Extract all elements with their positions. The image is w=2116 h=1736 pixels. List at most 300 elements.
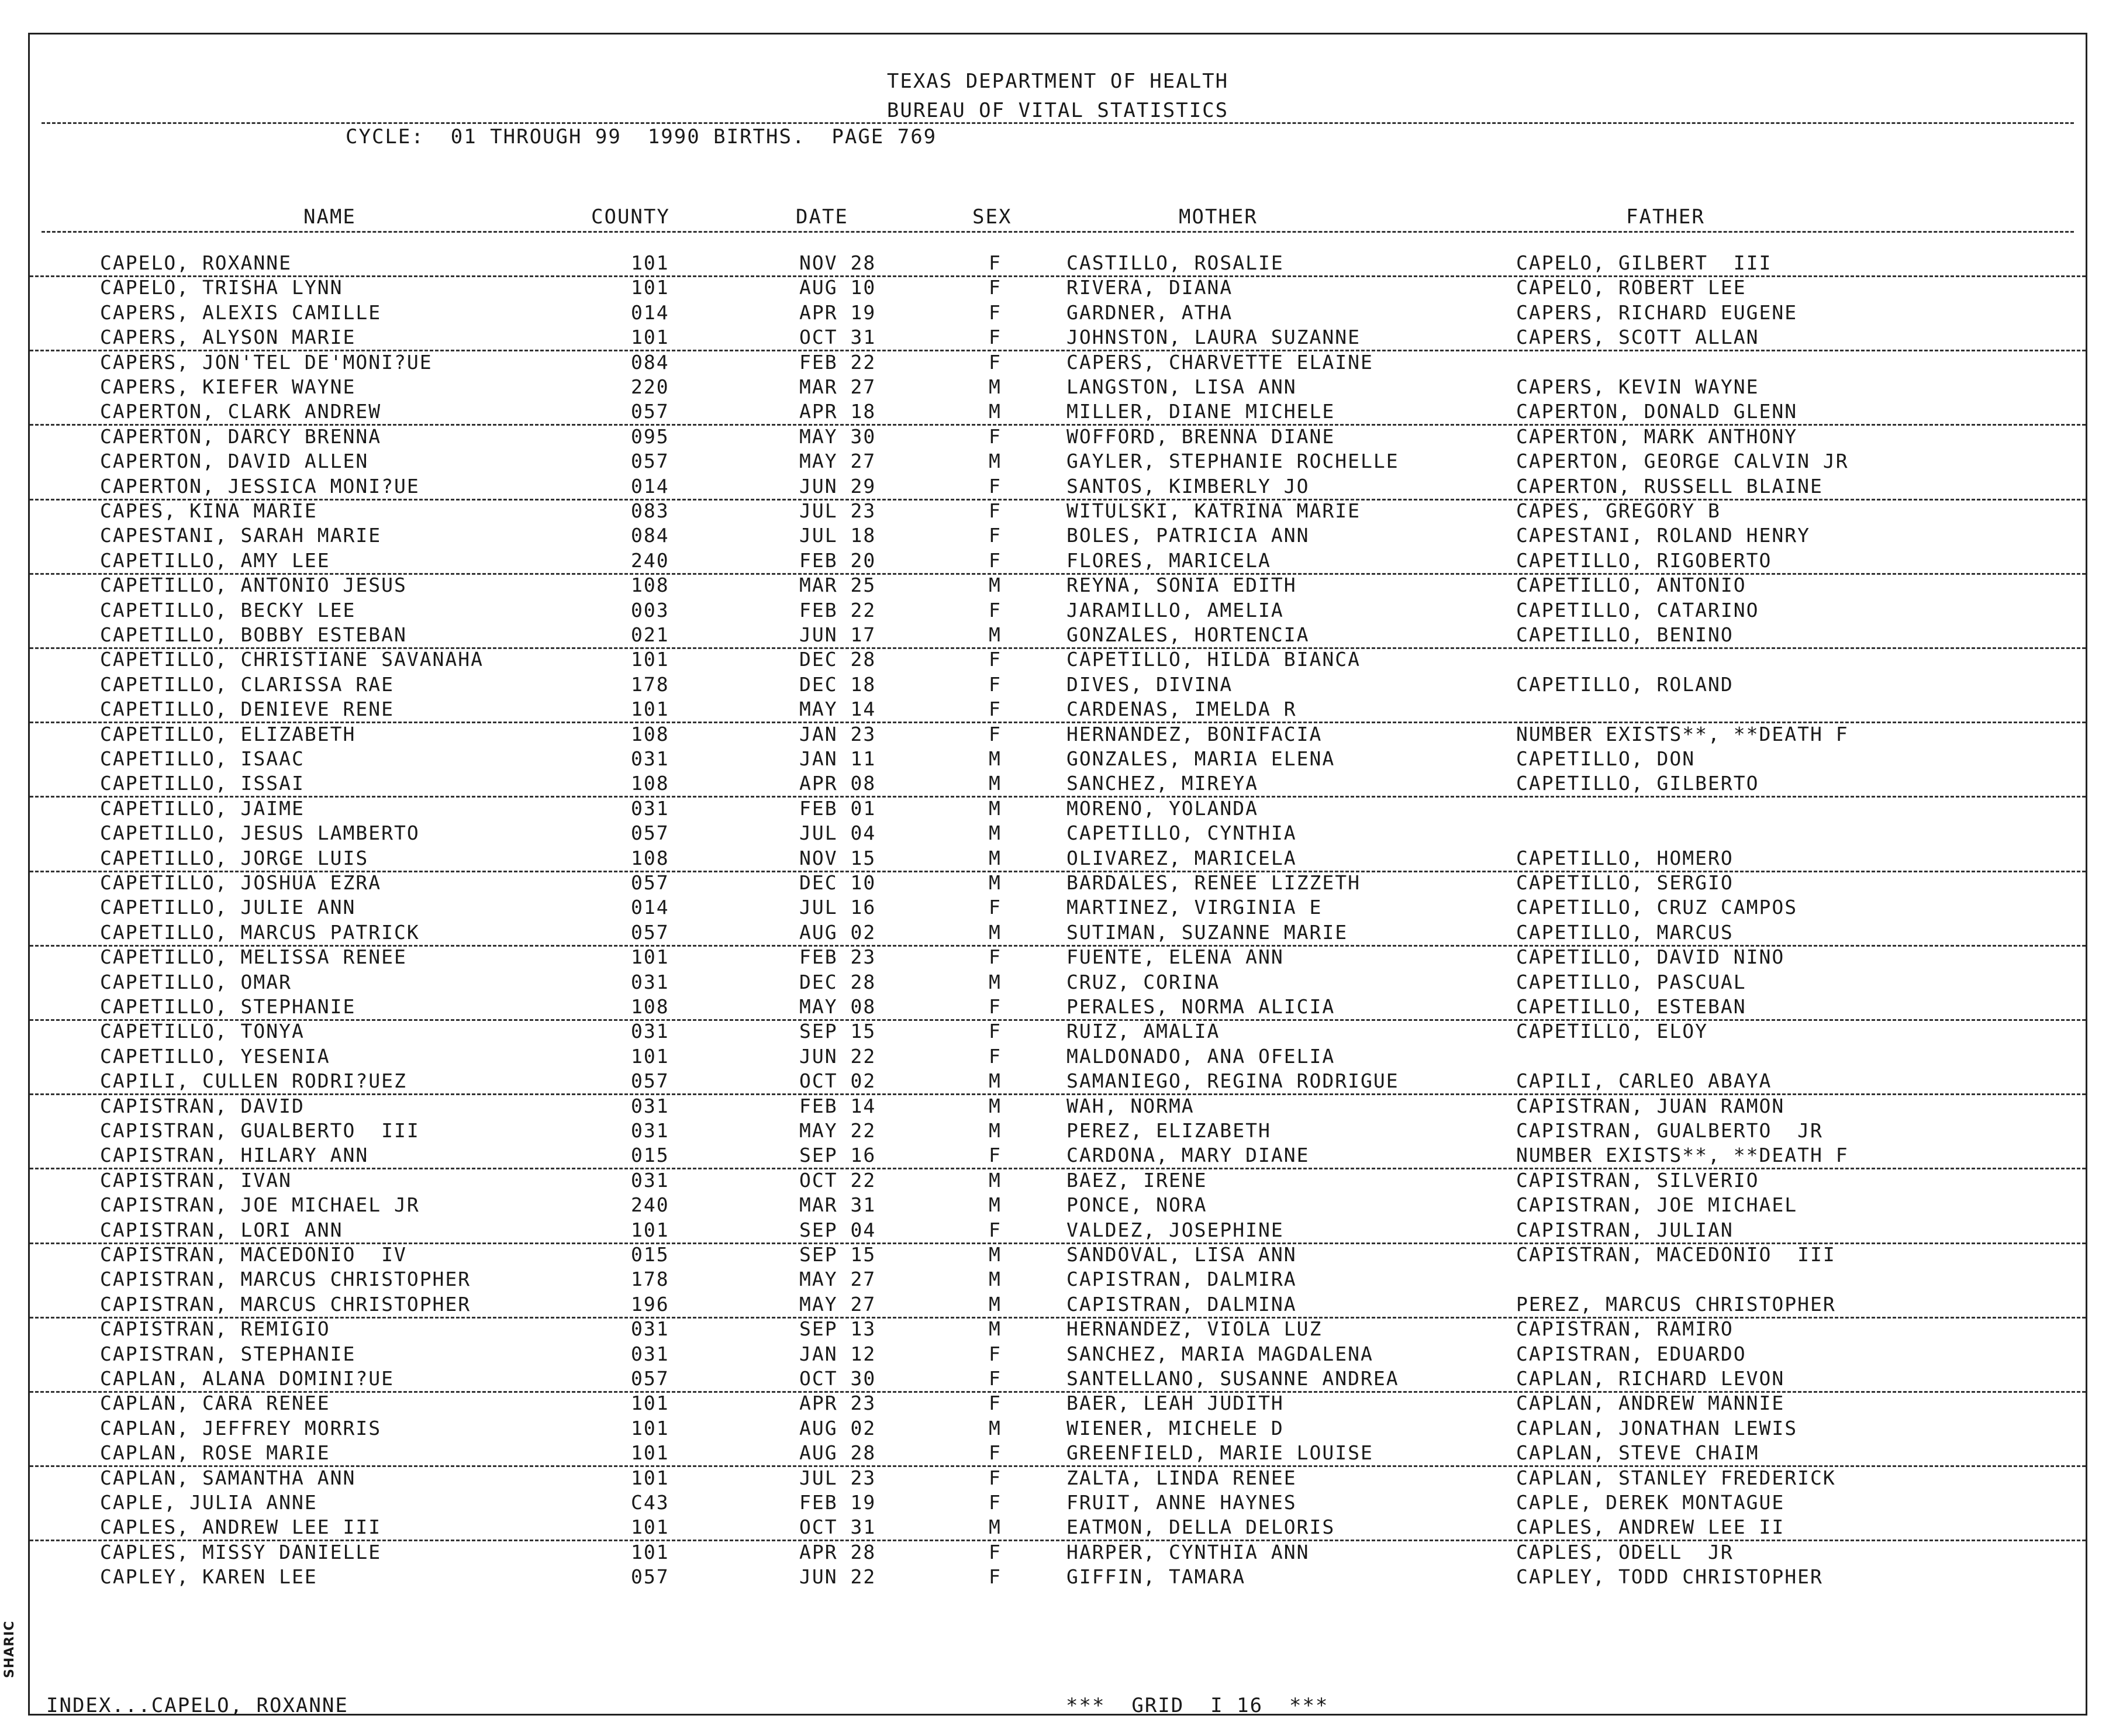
- row-county: 101: [631, 326, 669, 349]
- row-sex: M: [989, 1292, 1002, 1316]
- row-date: JUL 18: [799, 524, 876, 547]
- row-county: 031: [631, 1094, 669, 1117]
- row-father: CAPISTRAN, EDUARDO: [1516, 1342, 1746, 1365]
- row-mother: WIENER, MICHELE D: [1066, 1416, 1284, 1440]
- row-date: DEC 28: [799, 970, 876, 993]
- row-county: 031: [631, 1168, 669, 1192]
- side-stamp: SHARIC: [2, 1620, 17, 1678]
- row-county: 057: [631, 871, 669, 894]
- row-date: NOV 28: [799, 251, 876, 274]
- row-sex: F: [989, 896, 1002, 919]
- row-date: FEB 19: [799, 1491, 876, 1514]
- table-row: [30, 920, 2086, 947]
- row-date: DEC 10: [799, 871, 876, 894]
- row-county: 108: [631, 574, 669, 597]
- row-date: APR 19: [799, 301, 876, 324]
- row-sex: F: [989, 301, 1002, 324]
- row-date: DEC 28: [799, 648, 876, 671]
- row-date: AUG 10: [799, 276, 876, 299]
- row-father: CAPELO, ROBERT LEE: [1516, 276, 1746, 299]
- row-name: CAPERTON, JESSICA MONI?UE: [100, 474, 420, 498]
- row-sex: M: [989, 970, 1002, 993]
- row-county: 031: [631, 796, 669, 820]
- row-father: CAPETILLO, ANTONIO: [1516, 574, 1746, 597]
- row-date: MAY 27: [799, 1292, 876, 1316]
- row-sex: F: [989, 945, 1002, 969]
- row-county: 031: [631, 1342, 669, 1365]
- row-date: SEP 04: [799, 1218, 876, 1241]
- row-date: NOV 15: [799, 846, 876, 869]
- row-father: CAPETILLO, MARCUS: [1516, 920, 1734, 944]
- row-name: CAPERS, ALEXIS CAMILLE: [100, 301, 382, 324]
- row-mother: HERNANDEZ, BONIFACIA: [1066, 722, 1323, 746]
- row-sex: F: [989, 524, 1002, 547]
- table-row: [30, 1218, 2086, 1244]
- row-county: 101: [631, 276, 669, 299]
- row-father: CAPES, GREGORY B: [1516, 499, 1721, 522]
- table-row: [30, 970, 2086, 995]
- row-date: JUN 22: [799, 1044, 876, 1068]
- row-sex: F: [989, 1392, 1002, 1415]
- row-mother: GONZALES, HORTENCIA: [1066, 623, 1310, 646]
- table-row: [30, 1267, 2086, 1292]
- row-father: CAPETILLO, CRUZ CAMPOS: [1516, 896, 1798, 919]
- row-county: 101: [631, 648, 669, 671]
- row-sex: F: [989, 648, 1002, 671]
- row-county: 108: [631, 772, 669, 795]
- row-name: CAPLAN, ALANA DOMINI?UE: [100, 1367, 394, 1390]
- row-date: JUL 04: [799, 822, 876, 845]
- row-father: CAPETILLO, ROLAND: [1516, 672, 1734, 696]
- header-divider: [42, 122, 2074, 124]
- row-mother: CAPERS, CHARVETTE ELAINE: [1066, 350, 1373, 374]
- row-sex: M: [989, 846, 1002, 869]
- row-sex: F: [989, 474, 1002, 498]
- table-row: [30, 1143, 2086, 1169]
- table-row: [30, 1540, 2086, 1565]
- row-mother: CAPETILLO, HILDA BIANCA: [1066, 648, 1361, 671]
- row-name: CAPETILLO, CHRISTIANE SAVANAHA: [100, 648, 484, 671]
- row-date: MAY 27: [799, 450, 876, 473]
- table-row: [30, 1168, 2086, 1193]
- grid-footer: *** GRID I 16 ***: [1066, 1694, 1329, 1717]
- table-row: [30, 945, 2086, 969]
- row-sex: M: [989, 1193, 1002, 1217]
- row-father: NUMBER EXISTS**, **DEATH F: [1516, 722, 1849, 746]
- column-header-father: FATHER: [1626, 205, 1705, 229]
- row-name: CAPETILLO, BOBBY ESTEBAN: [100, 623, 407, 646]
- row-sex: M: [989, 1168, 1002, 1192]
- row-father: CAPISTRAN, SILVERIO: [1516, 1168, 1759, 1192]
- row-father: CAPERS, SCOTT ALLAN: [1516, 326, 1759, 349]
- row-mother: GIFFIN, TAMARA: [1066, 1565, 1246, 1589]
- row-sex: F: [989, 598, 1002, 622]
- row-sex: F: [989, 1491, 1002, 1514]
- row-sex: F: [989, 1565, 1002, 1589]
- record-page-frame: [28, 33, 2087, 1716]
- row-sex: M: [989, 623, 1002, 646]
- row-mother: FUENTE, ELENA ANN: [1066, 945, 1284, 969]
- row-date: JUN 17: [799, 623, 876, 646]
- row-father: NUMBER EXISTS**, **DEATH F: [1516, 1144, 1849, 1167]
- row-name: CAPISTRAN, MARCUS CHRISTOPHER: [100, 1292, 471, 1316]
- row-name: CAPILI, CULLEN RODRI?UEZ: [100, 1069, 407, 1093]
- row-date: DEC 18: [799, 672, 876, 696]
- row-sex: M: [989, 1243, 1002, 1266]
- row-mother: PEREZ, ELIZABETH: [1066, 1119, 1271, 1142]
- row-mother: SANTELLANO, SUSANNE ANDREA: [1066, 1367, 1399, 1390]
- row-name: CAPETILLO, YESENIA: [100, 1044, 330, 1068]
- row-date: APR 08: [799, 772, 876, 795]
- row-father: CAPETILLO, BENINO: [1516, 623, 1734, 646]
- row-sex: F: [989, 1020, 1002, 1043]
- row-county: 003: [631, 598, 669, 622]
- row-date: AUG 02: [799, 1416, 876, 1440]
- row-sex: M: [989, 1416, 1002, 1440]
- row-county: 108: [631, 846, 669, 869]
- row-mother: CARDONA, MARY DIANE: [1066, 1144, 1310, 1167]
- row-father: CAPESTANI, ROLAND HENRY: [1516, 524, 1810, 547]
- row-name: CAPISTRAN, MARCUS CHRISTOPHER: [100, 1268, 471, 1291]
- row-date: AUG 02: [799, 920, 876, 944]
- row-county: 220: [631, 375, 669, 398]
- row-mother: SANDOVAL, LISA ANN: [1066, 1243, 1297, 1266]
- row-mother: GONZALES, MARIA ELENA: [1066, 747, 1335, 770]
- row-name: CAPERTON, DARCY BRENNA: [100, 424, 382, 448]
- row-name: CAPLE, JULIA ANNE: [100, 1491, 317, 1514]
- row-date: FEB 22: [799, 350, 876, 374]
- row-county: 031: [631, 1119, 669, 1142]
- agency-title: TEXAS DEPARTMENT OF HEALTH: [886, 70, 1229, 93]
- row-county: 101: [631, 1466, 669, 1489]
- row-sex: F: [989, 698, 1002, 721]
- table-row: [30, 1193, 2086, 1217]
- row-county: 021: [631, 623, 669, 646]
- row-county: 240: [631, 1193, 669, 1217]
- row-mother: SANCHEZ, MARIA MAGDALENA: [1066, 1342, 1373, 1365]
- row-father: CAPLAN, ANDREW MANNIE: [1516, 1392, 1785, 1415]
- row-name: CAPISTRAN, MACEDONIO IV: [100, 1243, 407, 1266]
- row-father: CAPLAN, JONATHAN LEWIS: [1516, 1416, 1798, 1440]
- table-row: [30, 871, 2086, 895]
- row-date: APR 28: [799, 1540, 876, 1564]
- table-row: [30, 375, 2086, 399]
- row-father: CAPELO, GILBERT III: [1516, 251, 1772, 274]
- row-mother: SANTOS, KIMBERLY JO: [1066, 474, 1310, 498]
- row-sex: F: [989, 1441, 1002, 1465]
- row-father: CAPLES, ANDREW LEE II: [1516, 1516, 1785, 1539]
- row-county: 057: [631, 1069, 669, 1093]
- table-row: [30, 548, 2086, 575]
- index-footer: INDEX...CAPELO, ROXANNE: [46, 1694, 348, 1717]
- row-name: CAPLES, MISSY DANIELLE: [100, 1540, 382, 1564]
- row-name: CAPELO, ROXANNE: [100, 251, 292, 274]
- row-father: CAPETILLO, CATARINO: [1516, 598, 1759, 622]
- row-date: FEB 14: [799, 1094, 876, 1117]
- row-county: 057: [631, 450, 669, 473]
- table-row: [30, 647, 2086, 672]
- column-header-date: DATE: [796, 205, 848, 229]
- table-row: [30, 821, 2086, 845]
- row-sex: F: [989, 350, 1002, 374]
- table-row: [30, 523, 2086, 548]
- row-name: CAPETILLO, JULIE ANN: [100, 896, 356, 919]
- row-county: 101: [631, 1441, 669, 1465]
- row-name: CAPETILLO, JOSHUA EZRA: [100, 871, 382, 894]
- row-mother: WOFFORD, BRENNA DIANE: [1066, 424, 1335, 448]
- row-mother: BOLES, PATRICIA ANN: [1066, 524, 1310, 547]
- row-date: FEB 22: [799, 598, 876, 622]
- row-mother: HERNANDEZ, VIOLA LUZ: [1066, 1317, 1323, 1341]
- table-row: [30, 1019, 2086, 1044]
- table-row: [30, 573, 2086, 598]
- row-father: CAPETILLO, HOMERO: [1516, 846, 1734, 869]
- row-mother: PONCE, NORA: [1066, 1193, 1207, 1217]
- row-name: CAPISTRAN, REMIGIO: [100, 1317, 330, 1341]
- table-row: [30, 1094, 2086, 1119]
- row-father: CAPERTON, MARK ANTHONY: [1516, 424, 1798, 448]
- row-sex: F: [989, 326, 1002, 349]
- row-county: 108: [631, 995, 669, 1018]
- table-row: [30, 995, 2086, 1021]
- row-father: CAPETILLO, GILBERTO: [1516, 772, 1759, 795]
- table-row: [30, 1515, 2086, 1541]
- table-row: [30, 1069, 2086, 1095]
- row-father: CAPISTRAN, JOE MICHAEL: [1516, 1193, 1798, 1217]
- row-sex: F: [989, 548, 1002, 572]
- table-row: [30, 399, 2086, 426]
- row-date: SEP 15: [799, 1020, 876, 1043]
- row-sex: M: [989, 920, 1002, 944]
- row-date: SEP 16: [799, 1144, 876, 1167]
- row-date: OCT 31: [799, 1516, 876, 1539]
- row-date: JUN 22: [799, 1565, 876, 1589]
- row-name: CAPETILLO, MELISSA RENEE: [100, 945, 407, 969]
- row-sex: M: [989, 1069, 1002, 1093]
- row-mother: PERALES, NORMA ALICIA: [1066, 995, 1335, 1018]
- row-date: MAR 31: [799, 1193, 876, 1217]
- row-father: CAPETILLO, DAVID NINO: [1516, 945, 1785, 969]
- row-mother: EATMON, DELLA DELORIS: [1066, 1516, 1335, 1539]
- row-county: 014: [631, 474, 669, 498]
- row-name: CAPETILLO, ISSAI: [100, 772, 305, 795]
- row-father: CAPETILLO, ESTEBAN: [1516, 995, 1746, 1018]
- row-father: CAPETILLO, ELOY: [1516, 1020, 1708, 1043]
- table-row: [30, 846, 2086, 872]
- row-father: CAPISTRAN, JUAN RAMON: [1516, 1094, 1785, 1117]
- row-mother: CAPETILLO, CYNTHIA: [1066, 822, 1297, 845]
- row-sex: F: [989, 1144, 1002, 1167]
- row-county: 101: [631, 698, 669, 721]
- row-mother: MILLER, DIANE MICHELE: [1066, 400, 1335, 423]
- row-sex: F: [989, 1367, 1002, 1390]
- table-row: [30, 1366, 2086, 1393]
- row-father: CAPETILLO, PASCUAL: [1516, 970, 1746, 993]
- row-mother: VALDEZ, JOSEPHINE: [1066, 1218, 1284, 1241]
- row-county: 101: [631, 1044, 669, 1068]
- row-sex: F: [989, 1466, 1002, 1489]
- row-county: 084: [631, 350, 669, 374]
- row-name: CAPETILLO, MARCUS PATRICK: [100, 920, 420, 944]
- row-county: 031: [631, 747, 669, 770]
- table-row: [30, 1317, 2086, 1341]
- row-sex: F: [989, 276, 1002, 299]
- row-county: 095: [631, 424, 669, 448]
- table-row: [30, 1565, 2086, 1589]
- row-mother: LANGSTON, LISA ANN: [1066, 375, 1297, 398]
- row-date: SEP 15: [799, 1243, 876, 1266]
- row-mother: HARPER, CYNTHIA ANN: [1066, 1540, 1310, 1564]
- row-county: 101: [631, 1416, 669, 1440]
- row-date: APR 18: [799, 400, 876, 423]
- row-mother: MARTINEZ, VIRGINIA E: [1066, 896, 1323, 919]
- row-mother: MORENO, YOLANDA: [1066, 796, 1259, 820]
- row-name: CAPETILLO, STEPHANIE: [100, 995, 356, 1018]
- row-sex: M: [989, 1119, 1002, 1142]
- row-county: 196: [631, 1292, 669, 1316]
- row-date: AUG 28: [799, 1441, 876, 1465]
- row-father: CAPISTRAN, GUALBERTO JR: [1516, 1119, 1823, 1142]
- table-row: [30, 1119, 2086, 1143]
- row-sex: F: [989, 672, 1002, 696]
- row-name: CAPERS, JON'TEL DE'MONI?UE: [100, 350, 433, 374]
- row-sex: M: [989, 747, 1002, 770]
- row-date: JAN 11: [799, 747, 876, 770]
- row-date: MAR 25: [799, 574, 876, 597]
- row-county: 101: [631, 1516, 669, 1539]
- row-mother: DIVES, DIVINA: [1066, 672, 1233, 696]
- row-date: MAY 27: [799, 1268, 876, 1291]
- row-name: CAPISTRAN, LORI ANN: [100, 1218, 343, 1241]
- row-date: FEB 20: [799, 548, 876, 572]
- row-date: OCT 22: [799, 1168, 876, 1192]
- table-row: [30, 424, 2086, 449]
- row-county: 031: [631, 1020, 669, 1043]
- row-mother: CASTILLO, ROSALIE: [1066, 251, 1284, 274]
- row-mother: REYNA, SONIA EDITH: [1066, 574, 1297, 597]
- row-date: FEB 23: [799, 945, 876, 969]
- row-mother: BAER, LEAH JUDITH: [1066, 1392, 1284, 1415]
- row-sex: F: [989, 1044, 1002, 1068]
- table-row: [30, 598, 2086, 623]
- row-sex: F: [989, 499, 1002, 522]
- row-father: CAPILI, CARLEO ABAYA: [1516, 1069, 1772, 1093]
- row-name: CAPLAN, ROSE MARIE: [100, 1441, 330, 1465]
- table-row: [30, 1342, 2086, 1366]
- row-name: CAPLAN, SAMANTHA ANN: [100, 1466, 356, 1489]
- row-name: CAPES, KINA MARIE: [100, 499, 317, 522]
- row-name: CAPETILLO, ANTONIO JESUS: [100, 574, 407, 597]
- row-father: CAPETILLO, DON: [1516, 747, 1696, 770]
- row-county: 015: [631, 1144, 669, 1167]
- row-date: JUL 23: [799, 1466, 876, 1489]
- row-father: CAPETILLO, RIGOBERTO: [1516, 548, 1772, 572]
- row-mother: OLIVAREZ, MARICELA: [1066, 846, 1297, 869]
- row-father: CAPERTON, GEORGE CALVIN JR: [1516, 450, 1849, 473]
- row-county: 101: [631, 1218, 669, 1241]
- row-father: CAPLAN, RICHARD LEVON: [1516, 1367, 1785, 1390]
- row-mother: CAPISTRAN, DALMIRA: [1066, 1268, 1297, 1291]
- table-row: [30, 474, 2086, 501]
- row-name: CAPETILLO, DENIEVE RENE: [100, 698, 394, 721]
- row-date: SEP 13: [799, 1317, 876, 1341]
- row-sex: M: [989, 450, 1002, 473]
- row-date: JAN 23: [799, 722, 876, 746]
- row-mother: MALDONADO, ANA OFELIA: [1066, 1044, 1335, 1068]
- table-row: [30, 895, 2086, 920]
- row-date: APR 23: [799, 1392, 876, 1415]
- row-county: 101: [631, 1392, 669, 1415]
- row-name: CAPERTON, CLARK ANDREW: [100, 400, 382, 423]
- row-name: CAPETILLO, BECKY LEE: [100, 598, 356, 622]
- row-county: 031: [631, 970, 669, 993]
- table-row: [30, 771, 2086, 798]
- row-name: CAPISTRAN, DAVID: [100, 1094, 305, 1117]
- row-mother: GAYLER, STEPHANIE ROCHELLE: [1066, 450, 1399, 473]
- row-date: MAR 27: [799, 375, 876, 398]
- row-name: CAPLAN, CARA RENEE: [100, 1392, 330, 1415]
- table-row: [30, 1466, 2086, 1490]
- column-header-sex: SEX: [972, 205, 1012, 229]
- row-mother: CARDENAS, IMELDA R: [1066, 698, 1297, 721]
- row-father: PEREZ, MARCUS CHRISTOPHER: [1516, 1292, 1836, 1316]
- bureau-title: BUREAU OF VITAL STATISTICS: [886, 99, 1229, 122]
- row-mother: SUTIMAN, SUZANNE MARIE: [1066, 920, 1348, 944]
- row-mother: SAMANIEGO, REGINA RODRIGUE: [1066, 1069, 1399, 1093]
- row-sex: F: [989, 995, 1002, 1018]
- row-county: 101: [631, 945, 669, 969]
- row-county: 083: [631, 499, 669, 522]
- row-mother: RUIZ, AMALIA: [1066, 1020, 1220, 1043]
- row-mother: SANCHEZ, MIREYA: [1066, 772, 1259, 795]
- column-header-divider: [42, 231, 2074, 233]
- column-header-mother: MOTHER: [1179, 205, 1258, 229]
- row-name: CAPISTRAN, JOE MICHAEL JR: [100, 1193, 420, 1217]
- row-county: 031: [631, 1317, 669, 1341]
- table-row: [30, 325, 2086, 351]
- row-sex: F: [989, 251, 1002, 274]
- table-row: [30, 1416, 2086, 1441]
- table-row: [30, 796, 2086, 821]
- row-sex: M: [989, 1094, 1002, 1117]
- row-date: JUL 23: [799, 499, 876, 522]
- table-row: [30, 1044, 2086, 1069]
- row-name: CAPETILLO, ISAAC: [100, 747, 305, 770]
- row-name: CAPETILLO, TONYA: [100, 1020, 305, 1043]
- table-row: [30, 449, 2086, 474]
- table-row: [30, 623, 2086, 649]
- row-mother: BAEZ, IRENE: [1066, 1168, 1207, 1192]
- table-row: [30, 1441, 2086, 1467]
- row-sex: M: [989, 1268, 1002, 1291]
- row-name: CAPISTRAN, GUALBERTO III: [100, 1119, 420, 1142]
- row-mother: RIVERA, DIANA: [1066, 276, 1233, 299]
- row-date: OCT 02: [799, 1069, 876, 1093]
- row-county: 057: [631, 822, 669, 845]
- row-sex: M: [989, 1516, 1002, 1539]
- row-name: CAPETILLO, ELIZABETH: [100, 722, 356, 746]
- row-date: MAY 30: [799, 424, 876, 448]
- row-mother: ZALTA, LINDA RENEE: [1066, 1466, 1297, 1489]
- row-name: CAPETILLO, JESUS LAMBERTO: [100, 822, 420, 845]
- row-father: CAPLES, ODELL JR: [1516, 1540, 1734, 1564]
- row-date: JUN 29: [799, 474, 876, 498]
- row-county: 108: [631, 722, 669, 746]
- row-mother: GARDNER, ATHA: [1066, 301, 1233, 324]
- row-name: CAPISTRAN, STEPHANIE: [100, 1342, 356, 1365]
- row-county: 178: [631, 1268, 669, 1291]
- row-county: 178: [631, 672, 669, 696]
